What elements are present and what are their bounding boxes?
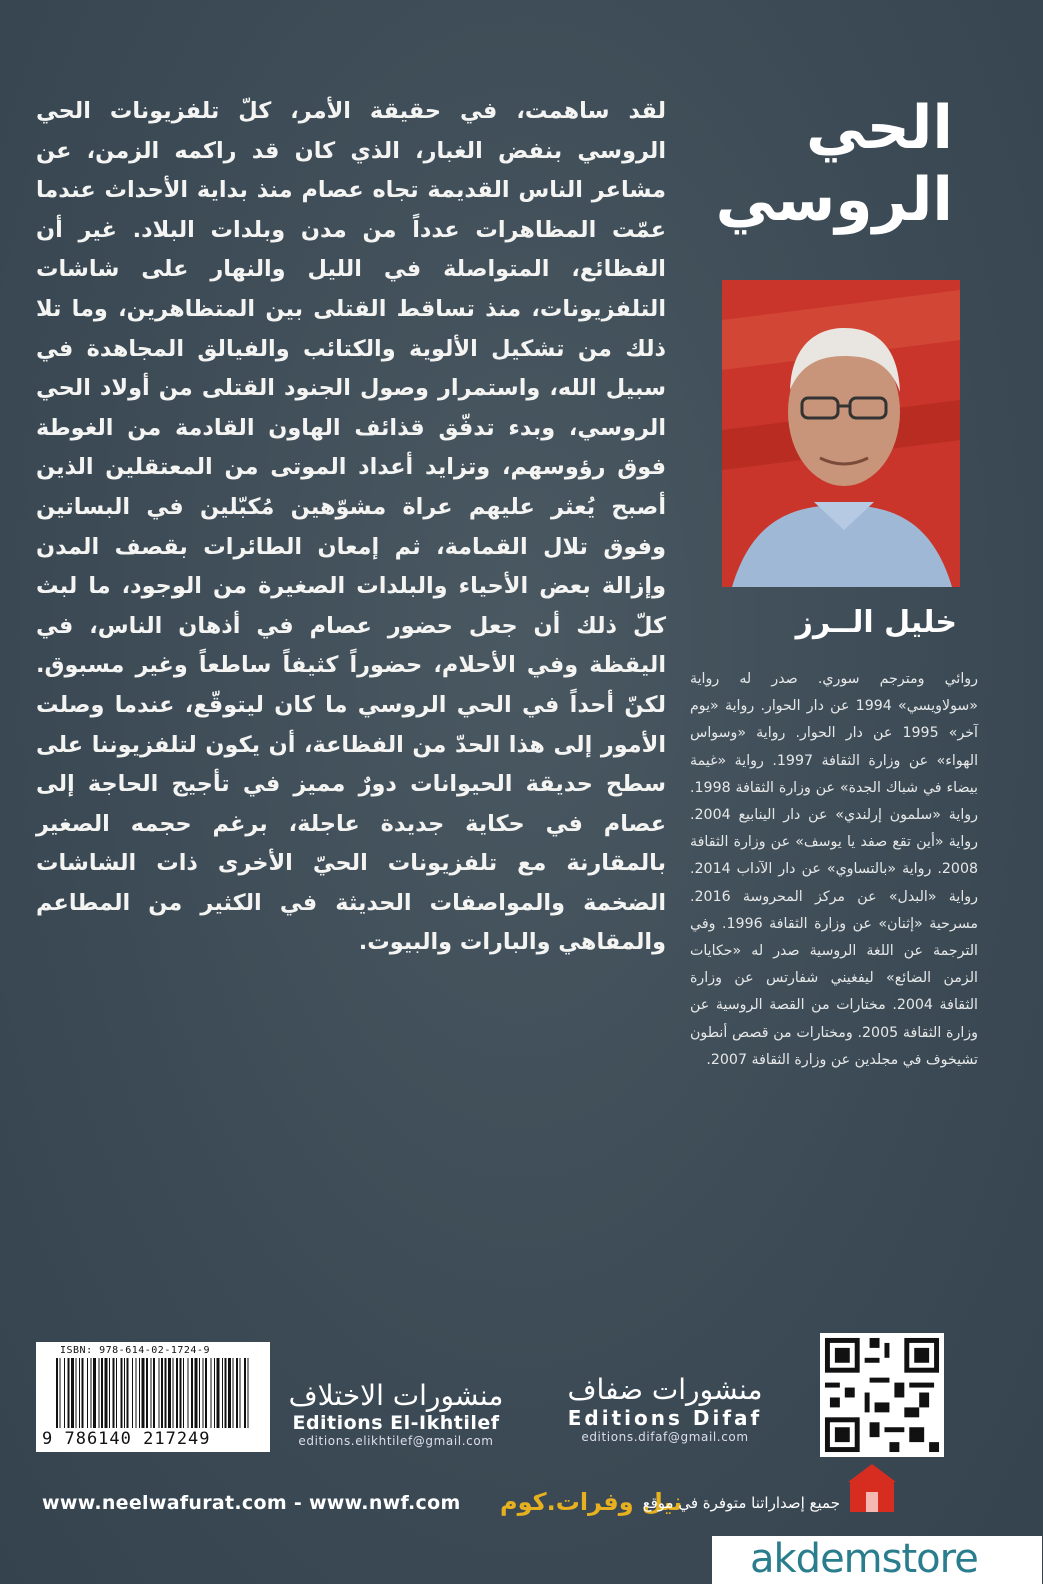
blurb-text: لقد ساهمت، في حقيقة الأمر، كلّ تلفزيونات الحي الروسي بنفض الغبار، الذي كان قد راكمه الزمن، عن مشاعر الناس القديمة تجاه عصام منذ بداية الأحداث عندما عمّت المظاهرات عدداً من مدن وبلدات البلاد. غير أن الفظائع، المتواصلة في الليل والنهار على شاشات التلفزيونات، منذ تساقط القتلى بين المتظاهرين، وما تلا ذلك من تشكيل الألوية والكتائب والفيالق المجاهدة في سبيل الله، واستمرار وصول الجنود القتلى من أولاد الحي الروسي، وبدء تدفّق قذائف الهاون القادمة من الغوطة فوق رؤوسهم، وتزايد أعداد الموتى من المعتقلين الذين أصبح يُعثر عليهم عراة مشوّهين مُكبّلين في البساتين وفوق تلال القمامة، ثم إمعان الطائرات بقصف المدن وإزالة بعض الأحياء والبلدات الصغيرة من الوجود، ما لبث كلّ ذلك أن جعل حضور عصام في أذهان الناس، في اليقظة وفي الأحلام، حضوراً كثيفاً ساطعاً وغير مسبوق. لكنّ أحداً في الحي الروسي ما كان ليتوقّع، عندما وصلت الأمور إلى هذا الحدّ من الفظاعة، أن يكون لتلفزيوننا على سطح حديقة الحيوانات دورٌ مميز في تأجيج الحاجة إلى عصام في حكاية جديدة عاجلة، برغم حجمه الصغير بالمقارنة مع تلفزيونات الحيّ الأخرى ذات الشاشات الضخمة والمواصفات الحديثة في الكثير من المطاعم والمقاهي والبارات والبيوت. (36, 98, 666, 956)
qr-code (820, 1333, 944, 1457)
availability-note: جميع إصداراتنا متوفرة في موقع (642, 1494, 840, 1512)
akdemstore-watermark (712, 1536, 1042, 1584)
book-store-icon (842, 1456, 902, 1516)
title-line-2: الروسي (715, 165, 953, 235)
publisher-ikhtilef-arabic: منشورات الاختلاف (288, 1379, 504, 1412)
isbn-number: 9 786140 217249 (42, 1429, 211, 1449)
barcode-bars (56, 1358, 252, 1428)
isbn-label: ISBN: 978-614-02-1724-9 (60, 1345, 210, 1356)
title-line-1: الحي (805, 93, 953, 163)
website-urls[interactable]: www.neelwafurat.com - www.nwf.com (42, 1492, 461, 1514)
publisher-difaf-arabic: منشورات ضفاف (567, 1373, 763, 1406)
akdemstore-text: akdemstore (750, 1536, 978, 1582)
publisher-difaf-latin: Editions Difaf (567, 1406, 763, 1430)
author-bio: روائي ومترجم سوري. صدر له رواية «سولاويسي» 1994 عن دار الحوار. رواية «يوم آخر» 1995 عن دار الحوار. رواية «وسواس الهواء» عن وزارة الثقافة 1997. رواية «غيمة بيضاء في شباك الجدة» عن وزارة الثقافة 1998. رواية «سلمون إرلندي» عن دار الينابيع 2004. رواية «أين تقع صفد يا يوسف» عن وزارة الثقافة 2008. رواية «بالتساوي» عن دار الآداب 2014. رواية «البدل» عن مركز المحروسة 2016. مسرحية «إثنان» عن وزارة الثقافة 1996. وفي الترجمة عن اللغة الروسية صدر له «حكايات الزمن الضائع» ليفغيني شفارتس عن وزارة الثقافة 2004. مختارات من القصة الروسية عن وزارة الثقافة 2005. ومختارات من قصص أنطون تشيخوف في مجلدين عن وزارة الثقافة 2007. (690, 671, 979, 1068)
book-title (693, 92, 953, 236)
isbn-barcode (36, 1342, 270, 1452)
author-name: خليل الــرز (795, 605, 957, 640)
neelwafurat-brand: نيل وفرات.كوم (500, 1488, 683, 1516)
publisher-ikhtilef-email: editions.elikhtilef@gmail.com (298, 1434, 494, 1448)
publisher-ikhtilef-latin: Editions El-Ikhtilef (292, 1412, 500, 1434)
publisher-difaf (540, 1374, 790, 1444)
publisher-ikhtilef (286, 1380, 506, 1448)
author-photo (722, 280, 960, 587)
publisher-difaf-email: editions.difaf@gmail.com (581, 1430, 749, 1444)
qr-code-pattern (820, 1333, 944, 1457)
